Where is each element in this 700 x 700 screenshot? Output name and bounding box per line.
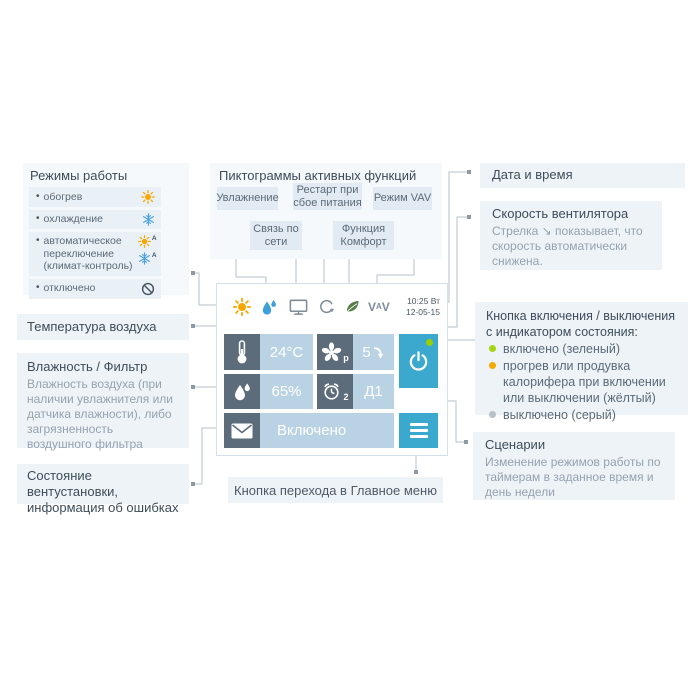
humidity-text: 65% (271, 383, 302, 400)
mode-item-cooling (29, 210, 161, 229)
fan-speed-text: 5 (362, 343, 371, 361)
unit-state-note (17, 464, 189, 515)
vav-letter: V (368, 299, 376, 314)
scenarios-title: Сценарии (485, 437, 546, 452)
temperature-note (17, 314, 189, 340)
modes-title: Режимы работы (30, 168, 128, 183)
snowflake-auto-icon (138, 252, 157, 265)
chip-comfort: Функция Комфорт (333, 221, 394, 250)
unit-state-title: Состояние вентустановки, информация об ошибках (27, 468, 179, 515)
humidity-note (17, 353, 189, 451)
power-bullet-warmup (486, 358, 682, 406)
pictograms-title: Пиктограммы активных функций (219, 168, 417, 183)
alarm-clock-icon[interactable] (317, 374, 353, 409)
bullet: • (36, 190, 40, 202)
scenarios-desc: Изменение режимов работы по таймерам в заданное время и день недели (485, 455, 661, 499)
yellow-bullet (489, 362, 496, 369)
fan-speed-desc: Стрелка ↘ показывает, что скорость автоматически снижена. (492, 224, 643, 268)
power-bullet-text: прогрев или продувка калорифера при включении или выключении (жёлтый) (503, 359, 666, 405)
chip-humidify: Увлажнение (217, 187, 278, 210)
control-panel (216, 283, 448, 456)
speed-reduced-arrow-icon (373, 345, 385, 360)
sun-auto-icon (138, 235, 157, 248)
power-title-1: Кнопка включения / выключения (486, 309, 676, 323)
thermometer-icon[interactable] (224, 334, 260, 370)
status-icon-row (217, 284, 447, 329)
clock-date: 12-05-15 (405, 306, 440, 317)
gray-bullet (489, 411, 496, 418)
temperature-note-title: Температура воздуха (27, 319, 157, 334)
pictograms-section (210, 163, 442, 259)
status-message[interactable] (260, 413, 394, 448)
fan-speed-note (480, 201, 662, 270)
drop-icon[interactable] (224, 374, 260, 409)
fan-speed-value[interactable] (353, 334, 394, 370)
mode-item-auto (29, 232, 161, 276)
sun-icon (141, 190, 155, 204)
humidify-drops-icon (261, 298, 277, 316)
mode-label: охлаждение (43, 213, 103, 226)
power-title-2: с индикатором состояния: (486, 325, 638, 339)
mode-item-heating (29, 187, 161, 207)
power-icon (407, 350, 430, 373)
fan-icon[interactable] (317, 334, 353, 370)
mode-item-off (29, 279, 161, 299)
disabled-circle-icon (141, 282, 155, 296)
datetime-title: Дата и время (492, 167, 573, 182)
vav-letter-small: A (376, 302, 382, 311)
bullet: • (36, 213, 40, 225)
network-monitor-icon (288, 298, 309, 316)
humidity-note-desc: Влажность воздуха (при наличии увлажнителя или датчика влажности), либо загрязненность воздушного фильтра (27, 377, 174, 451)
datetime-note (480, 163, 685, 188)
humidity-note-title: Влажность / Фильтр (27, 359, 148, 374)
menu-icon (410, 423, 428, 438)
comfort-leaf-icon (344, 298, 361, 315)
main-menu-note-title: Кнопка перехода в Главное меню (234, 482, 437, 498)
power-bullet-off (486, 407, 682, 423)
mode-label: отключено (43, 282, 96, 295)
mode-label: обогрев (43, 190, 83, 203)
bullet: • (36, 235, 40, 246)
power-bullet-text: включено (зеленый) (503, 342, 621, 356)
restart-arrow-icon (318, 298, 335, 316)
scenarios-note (473, 432, 675, 500)
timer-subscript: 2 (343, 392, 349, 402)
fan-speed-title: Скорость вентилятора (492, 206, 629, 221)
power-state-indicator (426, 339, 433, 346)
sun-icon (233, 298, 251, 316)
status-text: Включено (277, 422, 347, 439)
modes-legend (23, 163, 189, 295)
menu-button[interactable] (399, 413, 438, 448)
power-note (475, 302, 688, 422)
chip-vav-mode: Режим VAV (373, 187, 432, 210)
bullet: • (36, 282, 40, 294)
mode-label: автоматическое переключение (климат-контроль) (43, 235, 133, 272)
chip-restart: Рестарт при сбое питания (293, 183, 362, 209)
power-bullet-text: выключено (серый) (503, 408, 616, 422)
temperature-text: 24°C (269, 343, 304, 361)
temperature-value[interactable] (260, 334, 313, 370)
clock-display (406, 296, 447, 317)
timer-value[interactable] (353, 374, 394, 409)
auto-marker: A (151, 235, 157, 242)
chip-network: Связь по сети (250, 221, 302, 250)
humidity-value[interactable] (260, 374, 313, 409)
timer-text: Д1 (364, 383, 383, 400)
auto-marker: A (151, 252, 157, 259)
power-button[interactable] (399, 334, 438, 388)
envelope-icon[interactable] (224, 413, 260, 448)
snowflake-icon (142, 213, 155, 226)
vav-letter: V (381, 299, 390, 314)
power-bullet-on (486, 341, 682, 357)
vav-logo (368, 300, 389, 314)
fan-subscript: p (343, 353, 349, 363)
green-bullet (489, 345, 496, 352)
clock-time: 10:25 Вт (407, 296, 440, 306)
main-menu-note (228, 477, 443, 503)
